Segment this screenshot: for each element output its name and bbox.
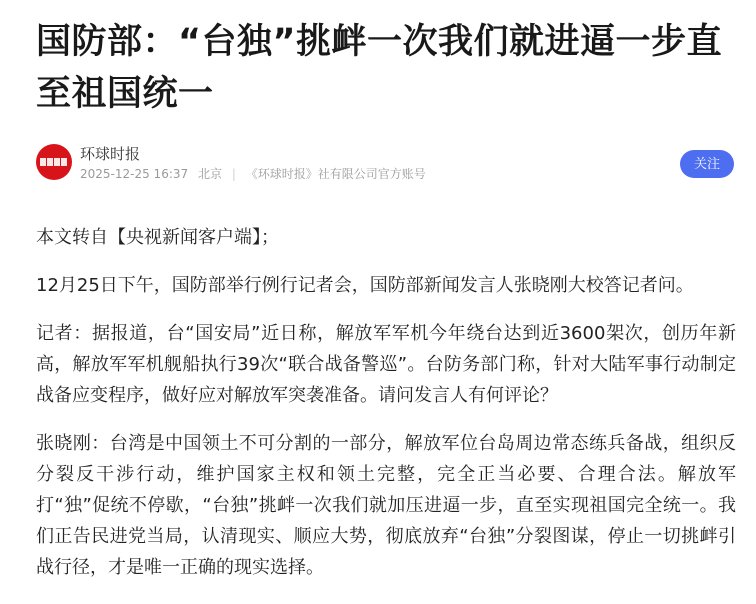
- paragraph: 本文转自【央视新闻客户端】；: [36, 227, 279, 248]
- source-name[interactable]: 环球时报: [80, 145, 141, 163]
- account-description: 《环球时报》社有限公司官方账号: [245, 167, 426, 181]
- article-meta: [80, 166, 432, 182]
- publish-datetime: 2025-12-25 16:37: [80, 167, 189, 181]
- follow-button[interactable]: 关注: [680, 150, 734, 178]
- paragraph: 记者：据报道，台“国安局”近日称，解放军军机今年绕台达到近3600架次，创历年新高，解放军军机舰船执行39次“联合战备警巡”。台防务部门称，针对大陆军事行动制定战备应变程序，做好应对解放军突袭准备。请问发言人有何评论？: [36, 323, 736, 406]
- paragraph: 12月25日下午，国防部举行例行记者会，国防部新闻发言人张晓刚大校答记者问。: [36, 275, 694, 296]
- publish-location: 北京: [197, 167, 222, 181]
- author-bar: [36, 144, 736, 184]
- paragraph: 张晓刚：台湾是中国领土不可分割的一部分，解放军位台岛周边常态练兵备战，组织反分裂反干涉行动，维护国家主权和领土完整，完全正当必要、合理合法。解放军打“独”促统不停歇，“台独”挑衅一次我们就加压进逼一步，直至实现祖国完全统一。我们正告民进党当局，认清现实、顺应大势，彻底放弃“台独”分裂图谋，停止一切挑衅引战行径，才是唯一正确的现实选择。: [36, 433, 736, 578]
- article-body: [36, 222, 736, 600]
- article-title: 国防部：“台独”挑衅一次我们就进逼一步直至祖国统一: [36, 22, 723, 114]
- avatar[interactable]: [36, 144, 72, 180]
- meta-divider: |: [231, 167, 236, 181]
- newspaper-logo-icon: [39, 156, 69, 168]
